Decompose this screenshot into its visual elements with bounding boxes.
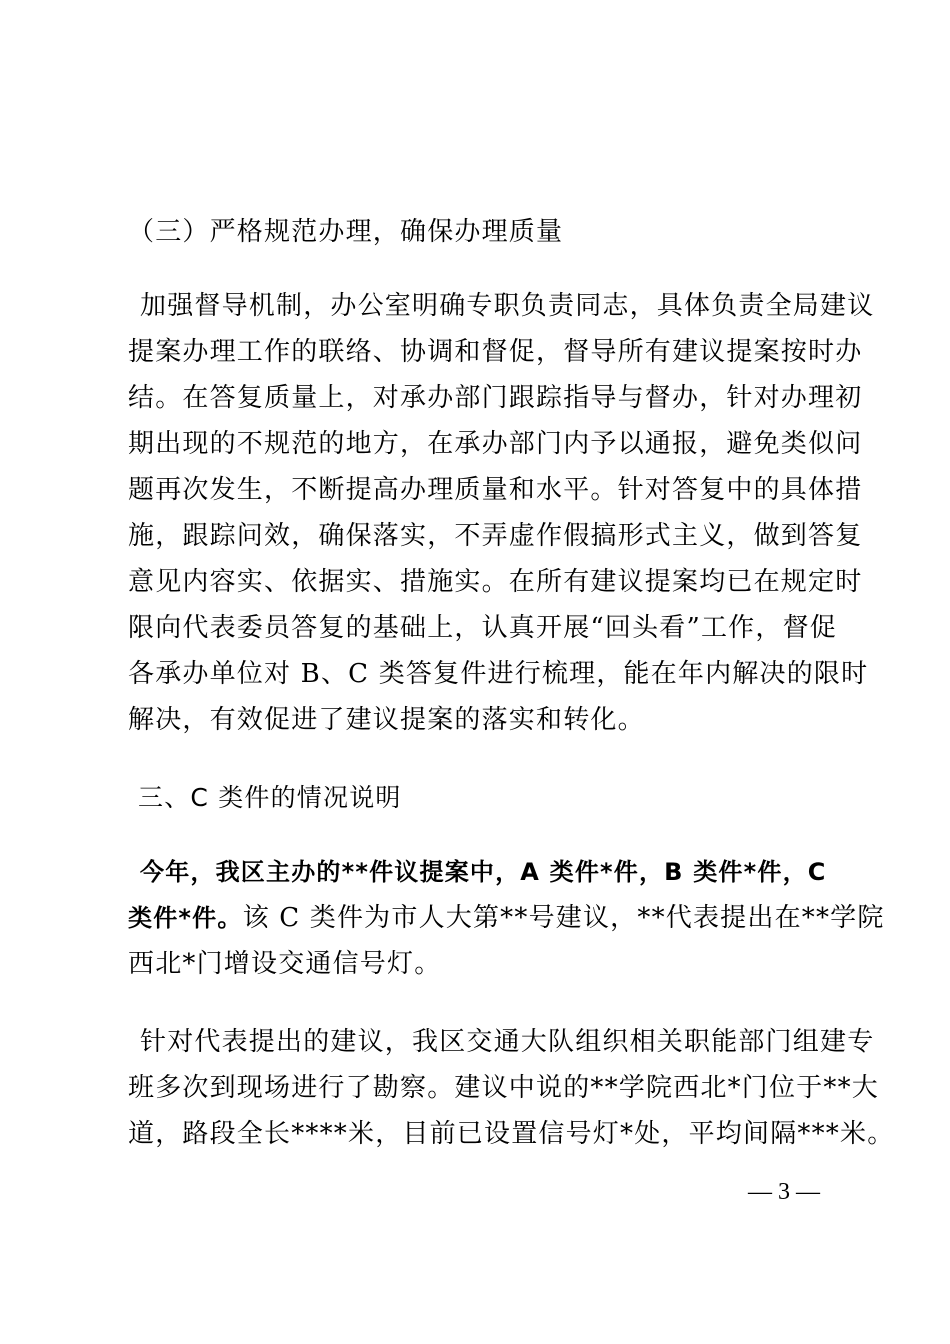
paragraph-line: 道，路段全长****米，目前已设置信号灯*处，平均间隔***米。 bbox=[128, 1119, 895, 1149]
section-heading: （三）严格规范办理，确保办理质量 bbox=[128, 217, 564, 247]
paragraph-line: 期出现的不规范的地方，在承办部门内予以通报，避免类似问 bbox=[128, 429, 863, 459]
page-number: — 3 — bbox=[748, 1179, 820, 1205]
paragraph-line: 题再次发生，不断提高办理质量和水平。针对答复中的具体措 bbox=[128, 475, 863, 505]
chapter-heading: 三、C 类件的情况说明 bbox=[138, 783, 402, 812]
paragraph-line: 施，跟踪问效，确保落实，不弄虚作假搞形式主义，做到答复 bbox=[128, 521, 863, 551]
paragraph-line: 限向代表委员答复的基础上，认真开展“回头看”工作，督促 bbox=[128, 613, 837, 643]
paragraph-text: 该 C 类件为市人大第**号建议，**代表提出在**学院 bbox=[242, 903, 885, 933]
paragraph-line: 班多次到现场进行了勘察。建议中说的**学院西北*门位于**大 bbox=[128, 1073, 880, 1103]
bold-phrase: 类件*件。 bbox=[128, 904, 243, 932]
paragraph-line: 解决，有效促进了建议提案的落实和转化。 bbox=[128, 705, 645, 735]
paragraph-line: 意见内容实、依据实、措施实。在所有建议提案均已在规定时 bbox=[128, 567, 863, 597]
paragraph-line: 针对代表提出的建议，我区交通大队组织相关职能部门组建专 bbox=[140, 1027, 875, 1057]
paragraph-line: 各承办单位对 B、C 类答复件进行梳理，能在年内解决的限时 bbox=[128, 659, 869, 689]
paragraph-line: 提案办理工作的联络、协调和督促，督导所有建议提案按时办 bbox=[128, 337, 863, 367]
paragraph-line: 西北*门增设交通信号灯。 bbox=[128, 949, 442, 979]
paragraph-line bbox=[128, 902, 885, 934]
paragraph-line: 结。在答复质量上，对承办部门跟踪指导与督办，针对办理初 bbox=[128, 383, 863, 413]
paragraph-line: 加强督导机制，办公室明确专职负责同志，具体负责全局建议 bbox=[140, 291, 875, 321]
paragraph-line-bold: 今年，我区主办的**件议提案中，A 类件*件，B 类件*件，C bbox=[140, 858, 827, 886]
